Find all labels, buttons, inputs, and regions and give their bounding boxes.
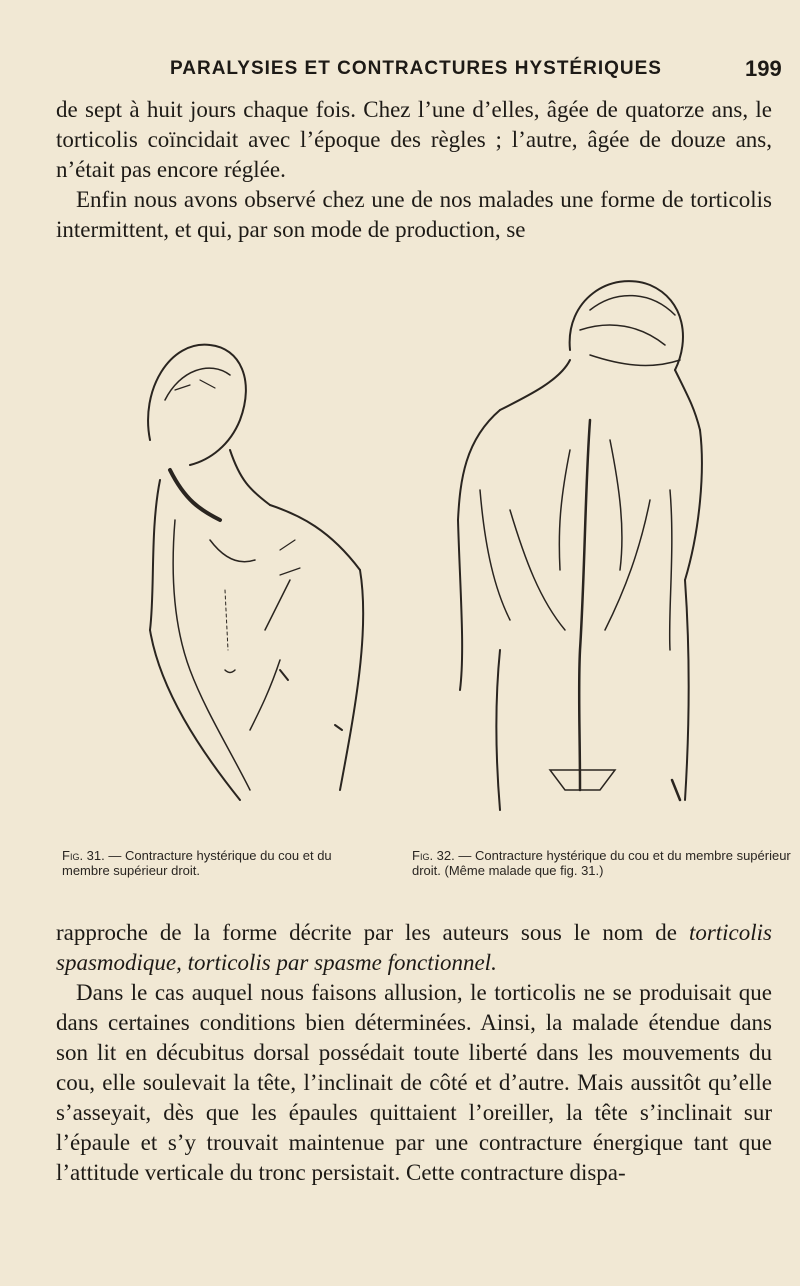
figure-32-caption	[412, 848, 792, 878]
figure-32-illustration	[440, 270, 710, 820]
figure-31-label: Fig. 31.	[62, 848, 105, 863]
figure-31-caption	[62, 848, 362, 878]
intro-paragraph-2: Enfin nous avons observé chez une de nos malades une forme de torticolis intermittent, et qui, par son mode de production, se	[56, 187, 772, 242]
running-header: PARALYSIES ET CONTRACTURES HYSTÉRIQUES	[170, 58, 662, 79]
intro-text	[56, 95, 772, 245]
body-text	[56, 918, 772, 1188]
intro-paragraph-1: de sept à huit jours chaque fois. Chez l’une d’elles, âgée de quatorze ans, le torticolis coïncidait avec l’époque des règles ; l’autre, âgée de douze ans, n’était pas encore réglée.	[56, 97, 772, 182]
body-italic-term: torticolis spasmodique, torticolis par spasme fonctionnel.	[56, 920, 772, 975]
figure-31-illustration	[130, 330, 400, 820]
figure-31-caption-text: — Contracture hystérique du cou et du membre supérieur droit.	[62, 848, 332, 878]
figure-32-caption-text: — Contracture hystérique du cou et du membre supérieur droit. (Même malade que fig. 31.)	[412, 848, 791, 878]
figure-32-label: Fig. 32.	[412, 848, 455, 863]
page-number: 199	[745, 56, 782, 81]
body-paragraph-2: Dans le cas auquel nous faisons allusion, le torticolis ne se produisait que dans certaines conditions bien déterminées. Ainsi, la malade étendue dans son lit en décubitus dorsal possédait toute liberté dans les mouvements du cou, elle soulevait la tête, l’inclinait de côté et d’autre. Mais aussitôt qu’elle s’asseyait, dès que les épaules quittaient l’oreiller, la tête s’inclinait sur l’épaule et s’y trouvait maintenue par une contracture énergique tant que l’attitude verticale du tronc persistait. Cette contracture dispa-	[56, 980, 772, 1185]
body-paragraph-1: rapproche de la forme décrite par les auteurs sous le nom de	[56, 920, 677, 945]
